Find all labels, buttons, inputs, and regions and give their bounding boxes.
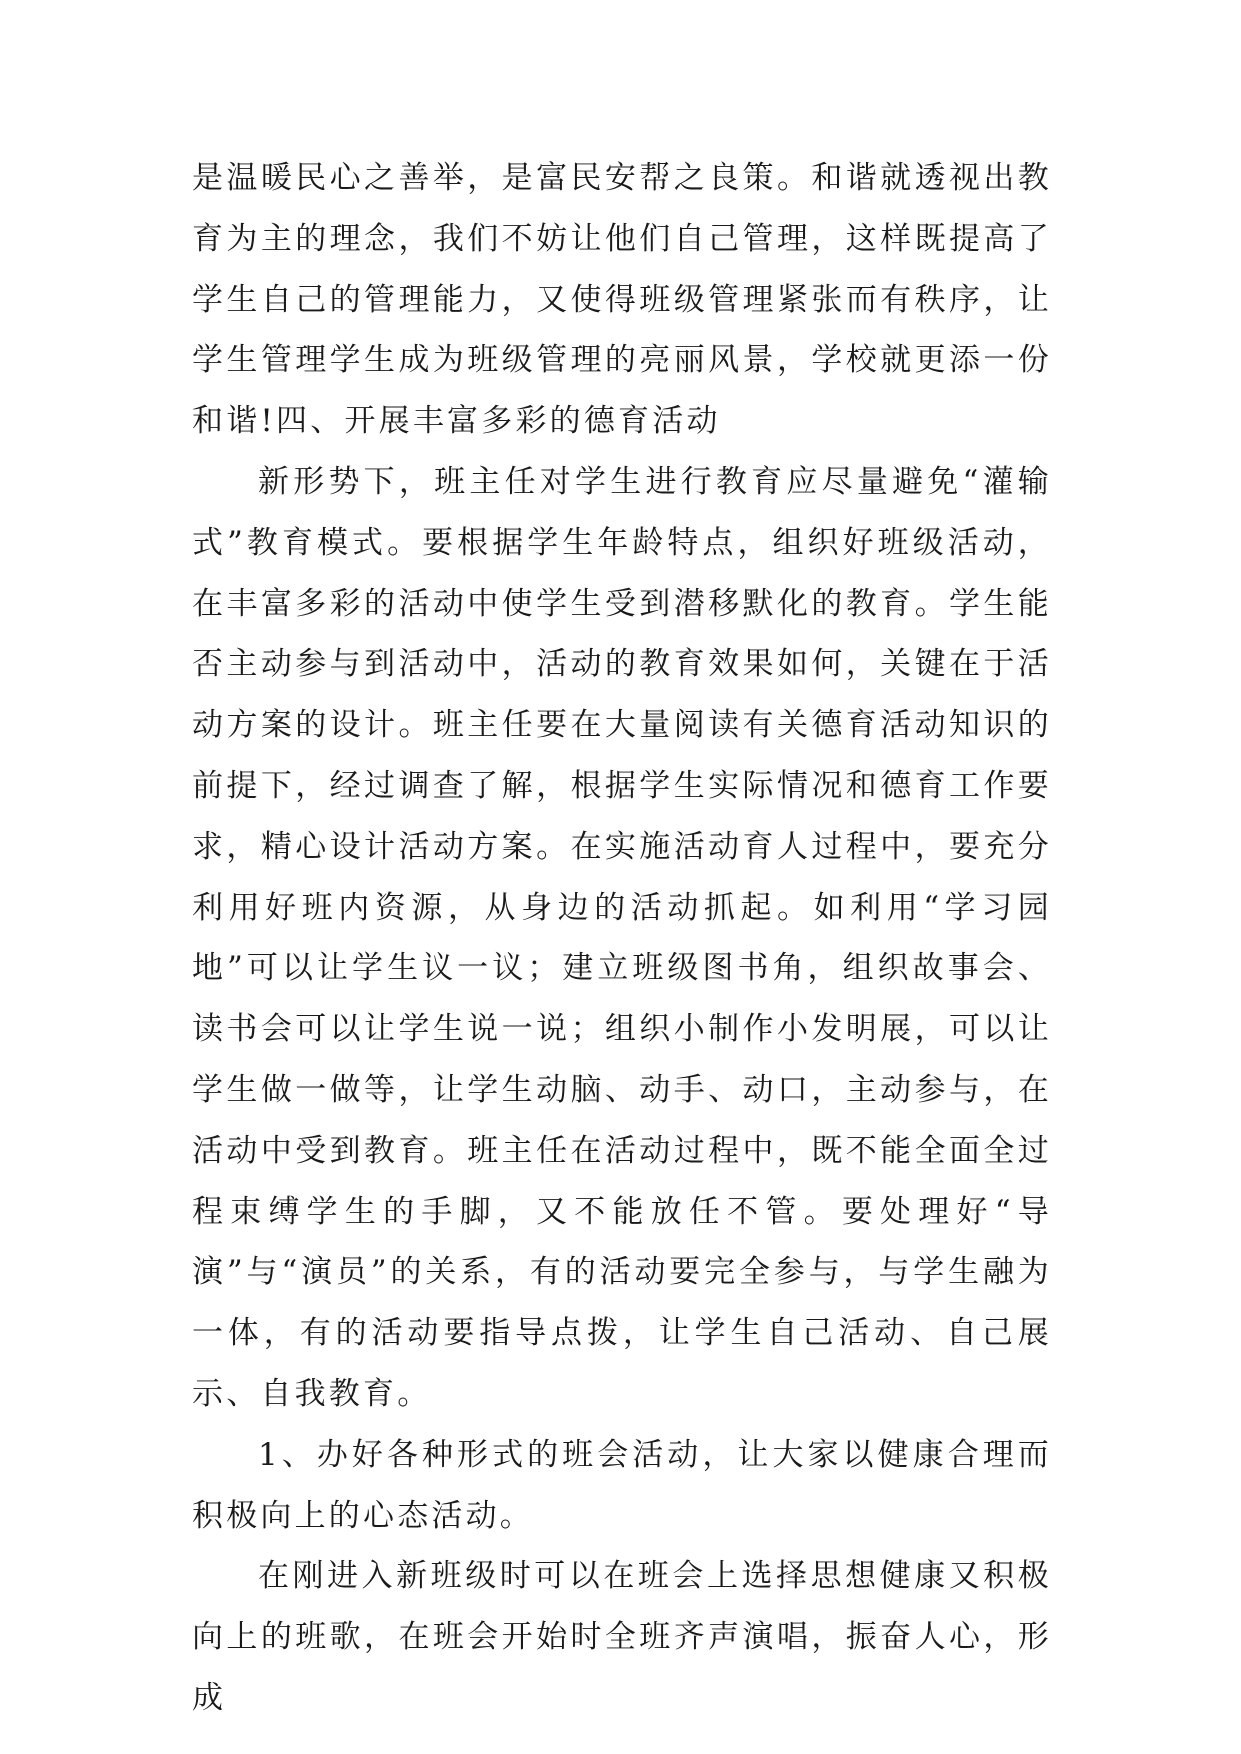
- paragraph-moral-activities: 新形势下，班主任对学生进行教育应尽量避免“灌输式”教育模式。要根据学生年龄特点，组织好班级活动，在丰富多彩的活动中使学生受到潜移默化的教育。学生能否主动参与到活动中，活动的教育效果如何，关键在于活动方案的设计。班主任要在大量阅读有关德育活动知识的前提下，经过调查了解，根据学生实际情况和德育工作要求，精心设计活动方案。在实施活动育人过程中，要充分利用好班内资源，从身边的活动抓起。如利用“学习园地”可以让学生议一议；建立班级图书角，组织故事会、读书会可以让学生说一说；组织小制作小发明展，可以让学生做一做等，让学生动脑、动手、动口，主动参与，在活动中受到教育。班主任在活动过程中，既不能全面全过程束缚学生的手脚，又不能放任不管。要处理好“导演”与“演员”的关系，有的活动要完全参与，与学生融为一体，有的活动要指导点拨，让学生自己活动、自己展示、自我教育。: [192, 463, 1052, 1412]
- document-body: [192, 148, 1052, 1729]
- paragraph-class-song: 在刚进入新班级时可以在班会上选择思想健康又积极向上的班歌，在班会开始时全班齐声演唱，振奋人心，形成: [192, 1558, 1052, 1716]
- paragraph-continuation: 是温暖民心之善举，是富民安帮之良策。和谐就透视出教育为主的理念，我们不妨让他们自己管理，这样既提高了学生自己的管理能力，又使得班级管理紧张而有秩序，让学生管理学生成为班级管理的亮丽风景，学校就更添一份和谐!四、开展丰富多彩的德育活动: [192, 160, 1052, 440]
- paragraph-class-meeting-heading: 1、办好各种形式的班会活动，让大家以健康合理而积极向上的心态活动。: [192, 1436, 1052, 1534]
